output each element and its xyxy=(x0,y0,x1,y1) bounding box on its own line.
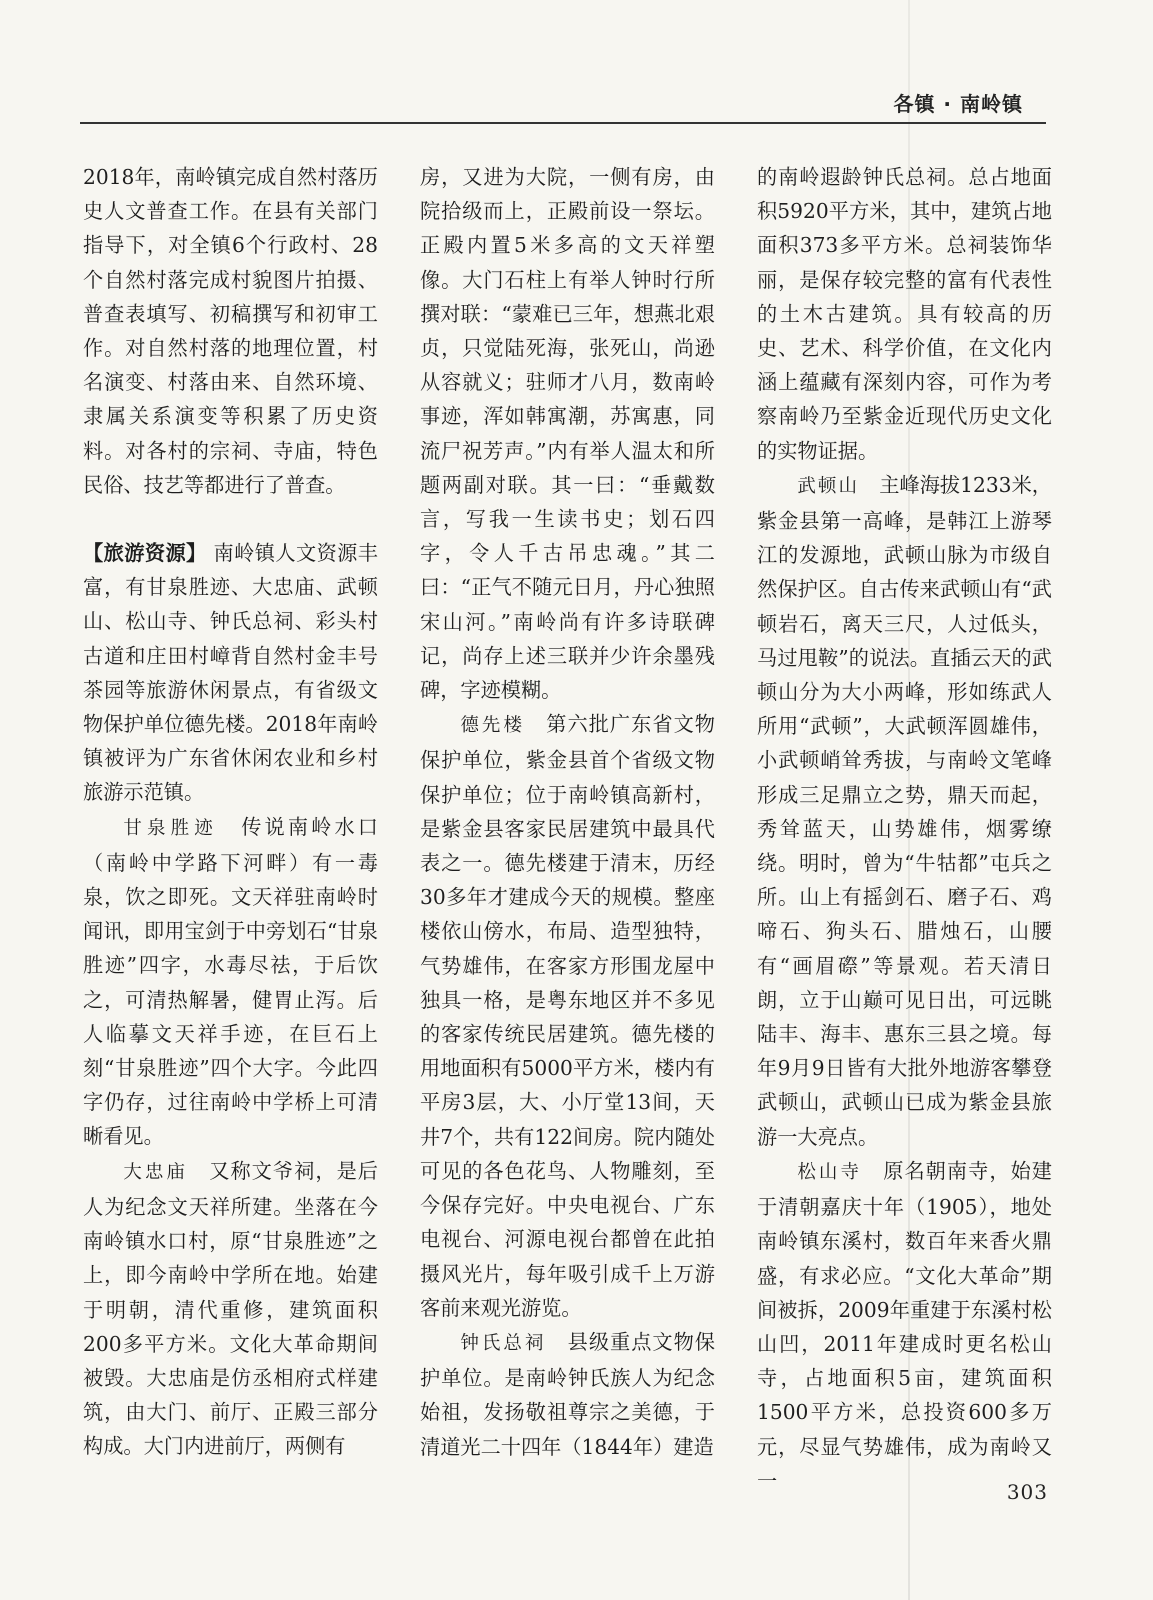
page-number: 303 xyxy=(1006,1480,1048,1504)
dazhong-text: 又称文爷祠，是后人为纪念文天祥所建。坐落在今南岭镇水口村，原“甘泉胜迹”之上，即今南岭中学所在地。始建于明朝，清代重修，建筑面积200多平方米。文化大革命期间被毁。大忠庙是仿丞相府式样建筑，由大门、前厅、正殿三部分构成。大门内进前厅，两侧有 xyxy=(83,1158,378,1459)
paragraph-dazhong xyxy=(83,1154,378,1464)
keyword-wudun: 武顿山 xyxy=(797,475,860,497)
section-heading-tourism: 【旅游资源】 xyxy=(83,541,207,566)
keyword-ganquan: 甘泉胜迹 xyxy=(123,817,218,839)
text-column-3 xyxy=(757,160,1052,1498)
dexian-text: 第六批广东省文物保护单位，紫金县首个省级文物保护单位；位于南岭镇高新村，是紫金县客家民居建筑中最具代表之一。德先楼建于清末，历经30多年才建成今天的规模。整座楼依山傍水，布局、造型独特，气势雄伟，在客家方形围龙屋中独具一格，是粤东地区并不多见的客家传统民居建筑。德先楼的用地面积有5000平方米，楼内有平房3层，大、小厅堂13间，天井7个，共有122间房。院内随处可见的各色花鸟、人物雕刻，至今保存完好。中央电视台、广东电视台、河源电视台都曾在此拍摄风光片，每年吸引成千上万游客前来观光游览。 xyxy=(420,712,715,1320)
paragraph-tourism-resources xyxy=(83,536,378,810)
keyword-songshan: 松山寺 xyxy=(797,1161,862,1183)
paragraph-zhongshi-cont: 的南岭遐龄钟氏总祠。总占地面积5920平方米，其中，建筑占地面积373多平方米。总祠装饰华丽，是保存较完整的富有代表性的土木古建筑。具有较高的历史、艺术、科学价值，在文化内涵上蕴藏有深刻内容，可作为考察南岭乃至紫金近现代历史文化的实物证据。 xyxy=(757,165,1052,463)
paragraph-dexian xyxy=(420,707,715,1325)
zhongshi-text: 县级重点文物保护单位。是南岭钟氏族人为纪念始祖，发扬敬祖尊宗之美德，于清道光二十四年（1844年）建造 xyxy=(420,1329,715,1459)
wudun-text: 主峰海拔1233米，紫金县第一高峰，是韩江上游琴江的发源地，武顿山脉为市级自然保护区。自古传来武顿山有“武顿岩石，离天三尺，人过低头，马过甩鞍”的说法。直插云天的武顿山分为大小两峰，形如练武人所用“武顿”，大武顿浑圆雄伟，小武顿峭耸秀拔，与南岭文笔峰形成三足鼎立之势，鼎天而起，秀耸蓝天，山势雄伟，烟雾缭绕。明时，曾为“牛牯都”屯兵之所。山上有摇剑石、磨子石、鸡啼石、狗头石、腊烛石，山腰有“画眉磜”等景观。若天清日朗，立于山巅可见日出，可远眺陆丰、海丰、惠东三县之境。每年9月9日皆有大批外地游客攀登武顿山，武顿山已成为紫金县旅游一大亮点。 xyxy=(757,472,1052,1149)
paragraph-survey: 2018年，南岭镇完成自然村落历史人文普查工作。在县有关部门指导下，对全镇6个行政村、28个自然村落完成村貌图片拍摄、普查表填写、初稿撰写和初审工作。对自然村落的地理位置，村名演变、村落由来、自然环境、隶属关系演变等积累了历史资料。对各村的宗祠、寺庙，特色民俗、技艺等都进行了普查。 xyxy=(83,165,378,497)
paragraph-zhongshi xyxy=(420,1325,715,1464)
ganquan-text: 传说南岭水口（南岭中学路下河畔）有一毒泉，饮之即死。文天祥驻南岭时闻讯，即用宝剑于中旁划石“甘泉胜迹”四字，水毒尽祛，于后饮之，可清热解暑，健胃止泻。后人临摹文天祥手迹，在巨石上刻“甘泉胜迹”四个大字。今此四字仍存，过往南岭中学桥上可清晰看见。 xyxy=(83,814,378,1149)
songshan-text: 原名朝南寺，始建于清朝嘉庆十年（1905），地处南岭镇东溪村，数百年来香火鼎盛，有求必应。“文化大革命”期间被拆，2009年重建于东溪村松山凹，2011年建成时更名松山寺，占地面积5亩，建筑面积1500平方米，总投资600多万元，尽显气势雄伟，成为南岭又一 xyxy=(757,1158,1052,1493)
text-column-2 xyxy=(420,160,715,1464)
keyword-dazhong: 大忠庙 xyxy=(123,1161,188,1183)
keyword-dexian: 德先楼 xyxy=(460,715,525,737)
paragraph-dazhong-cont: 房，又进为大院，一侧有房，由院拾级而上，正殿前设一祭坛。正殿内置5米多高的文天祥塑像。大门石柱上有举人钟时行所撰对联：“蒙难已三年，想燕北艰贞，只觉陆死海，张死山，尚逊从容就义；驻师才八月，数南岭事迹，浑如韩寓潮，苏寓惠，同流尸祝芳声。”内有举人温太和所题两副对联。其一曰：“垂戴数言，写我一生读书史；划石四字，令人千古吊忠魂。”其二曰：“正气不随元日月，丹心独照宋山河。”南岭尚有许多诗联碑记，尚存上述三联并少许余墨残碑，字迹模糊。 xyxy=(420,165,715,703)
paragraph-wudun xyxy=(757,468,1052,1154)
tourism-intro-text: 南岭镇人文资源丰富，有甘泉胜迹、大忠庙、武顿山、松山寺、钟氏总祠、彩头村古道和庄田村嶂背自然村金丰号茶园等旅游休闲景点，有省级文物保护单位德先楼。2018年南岭镇被评为广东省休闲农业和乡村旅游示范镇。 xyxy=(83,541,378,805)
paragraph-ganquan xyxy=(83,810,378,1154)
paragraph-songshan xyxy=(757,1154,1052,1498)
running-head: 各镇 · 南岭镇 xyxy=(893,92,1023,116)
keyword-zhongshi: 钟氏总祠 xyxy=(460,1332,547,1354)
text-column-1 xyxy=(83,160,378,1464)
header-rule xyxy=(80,122,1046,124)
